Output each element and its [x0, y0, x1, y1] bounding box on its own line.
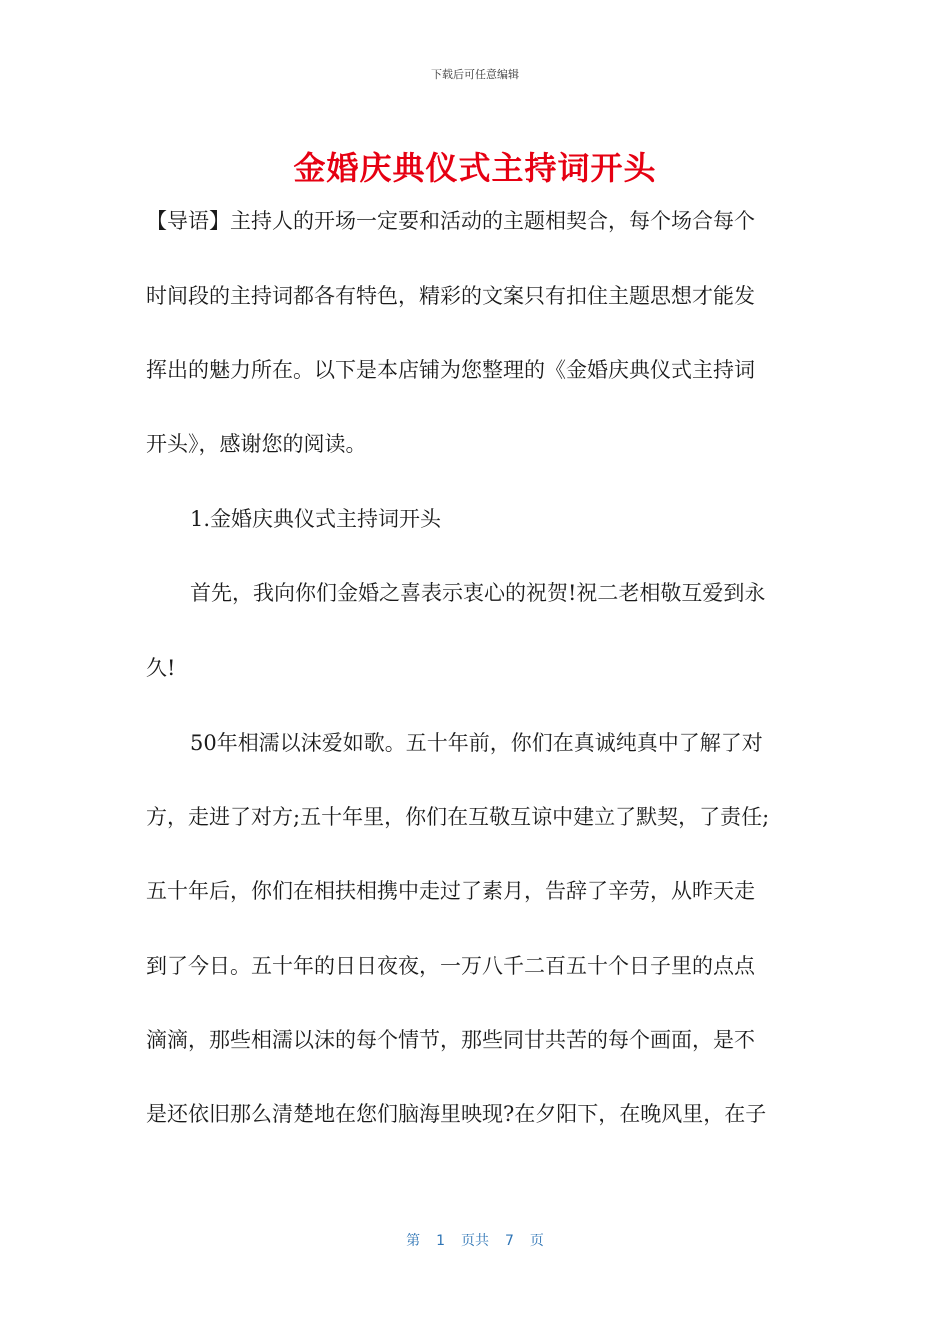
footer-middle: 页共 — [461, 1233, 489, 1249]
paragraph-line: 开头》，感谢您的阅读。 — [146, 432, 367, 456]
paragraph-line: 【导语】主持人的开场一定要和活动的主题相契合，每个场合每个 — [146, 209, 755, 233]
paragraph-line: 久! — [146, 656, 176, 680]
page-footer — [0, 1230, 950, 1250]
section-heading: 1.金婚庆典仪式主持词开头 — [190, 507, 442, 531]
paragraph-line: 五十年后，你们在相扶相携中走过了素月，告辞了辛劳，从昨天走 — [146, 879, 755, 903]
footer-suffix: 页 — [529, 1233, 544, 1249]
footer-total-pages: 7 — [505, 1233, 514, 1249]
paragraph-line: 是还依旧那么清楚地在您们脑海里映现?在夕阳下，在晚风里，在子 — [146, 1102, 767, 1126]
paragraph-line: 时间段的主持词都各有特色，精彩的文案只有扣住主题思想才能发 — [146, 284, 755, 308]
paragraph-line: 首先，我向你们金婚之喜表示衷心的祝贺!祝二老相敬互爱到永 — [190, 581, 766, 605]
paragraph-line: 挥出的魅力所在。以下是本店铺为您整理的《金婚庆典仪式主持词 — [146, 358, 755, 382]
paragraph-line: 滴滴，那些相濡以沫的每个情节，那些同甘共苦的每个画面，是不 — [146, 1028, 755, 1052]
paragraph-line: 到了今日。五十年的日日夜夜，一万八千二百五十个日子里的点点 — [146, 954, 755, 978]
footer-prefix: 第 — [406, 1233, 421, 1249]
paragraph-line: 方，走进了对方;五十年里，你们在互敬互谅中建立了默契，了责任; — [146, 805, 770, 829]
footer-page-number: 1 — [436, 1233, 445, 1249]
document-title: 金婚庆典仪式主持词开头 — [293, 149, 657, 187]
header-note: 下载后可任意编辑 — [431, 68, 519, 81]
paragraph-line: 50年相濡以沫爱如歌。五十年前，你们在真诚纯真中了解了对 — [190, 731, 763, 755]
